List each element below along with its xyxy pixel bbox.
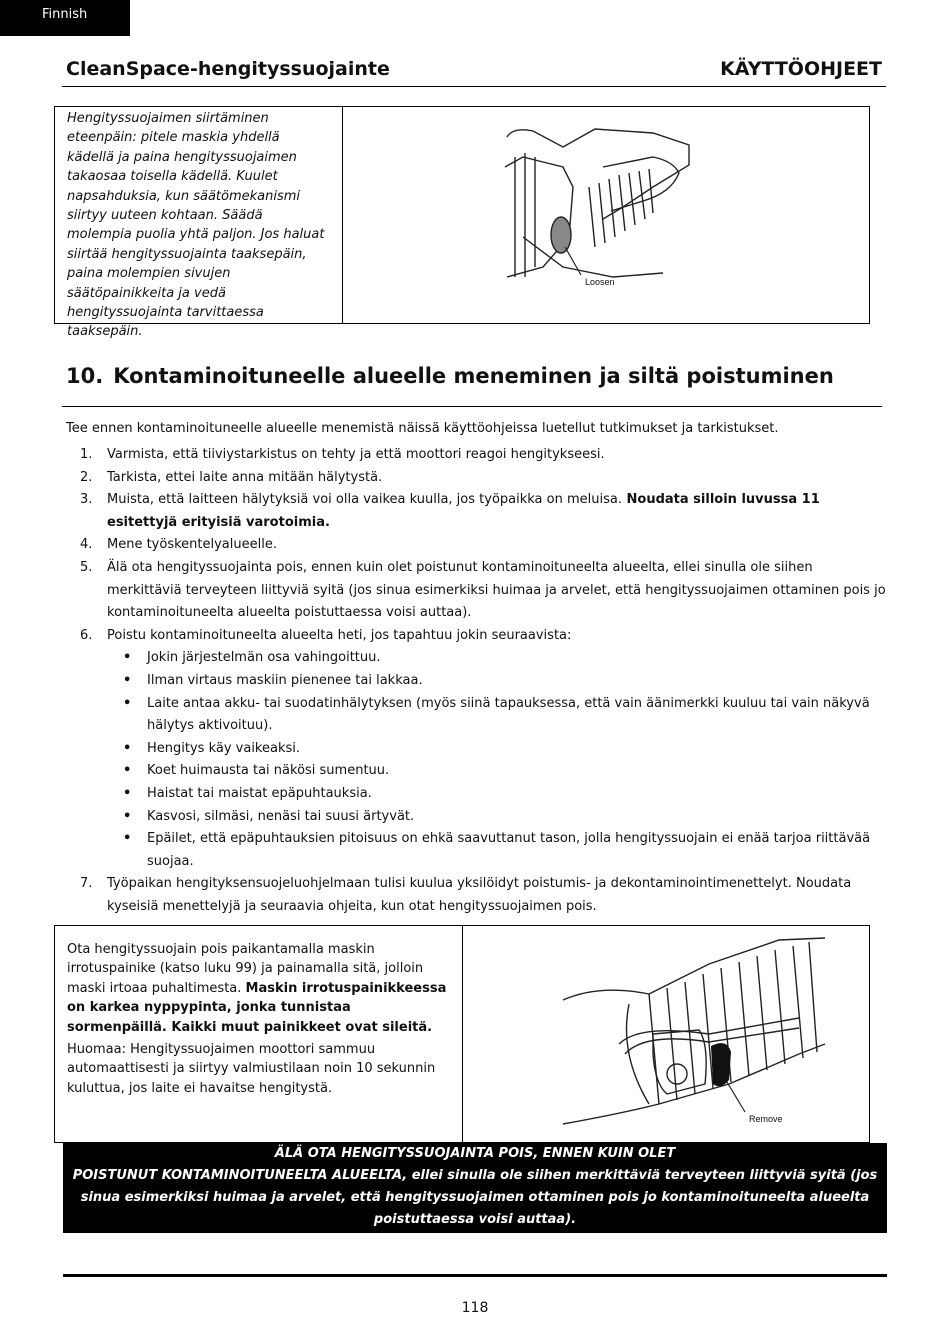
step-text: Muista, että laitteen hälytyksiä voi olla vaikea kuulla, jos työpaikka on meluisa. xyxy=(107,492,622,508)
document-type: KÄYTTÖOHJEET xyxy=(720,58,882,80)
removal-bold-text: Maskin irrotuspainikkeessa on karkea nyppypinta, jonka tunnistaa sormenpäillä. Kaikki muut painikkeet ovat sileitä. xyxy=(67,980,447,1035)
step-item xyxy=(66,489,886,534)
section-title: Kontaminoituneelle alueelle meneminen ja siltä poistuminen xyxy=(113,364,834,388)
respirator-loosen-illustration xyxy=(503,127,693,289)
step-bold-text: Noudata silloin luvussa 11 esitettyjä erityisiä varotoimia. xyxy=(107,492,820,530)
section-number: 10. xyxy=(66,364,104,388)
bullet-item: • Laite antaa akku- tai suodatinhälytyksen (myös siinä tapauksessa, että vain äänimerkki kuuluu tai vain näkyvä hälytys aktivoituu). xyxy=(107,693,886,738)
document-title: CleanSpace-hengityssuojainte xyxy=(66,58,390,80)
adjustment-instruction-box xyxy=(54,106,870,340)
procedure-steps xyxy=(66,444,886,918)
adjustment-text-cell xyxy=(55,107,343,340)
step-item xyxy=(66,625,886,874)
step-text: Työpaikan hengityksensuojeluohjelmaan tulisi kuulua yksilöidyt poistumis- ja dekontaminointimenettelyt. Noudata kyseisiä menettelyjä ja seuraavia ohjeita, kun otat hengityssuojaimen pois. xyxy=(107,876,852,914)
step-number: 1. xyxy=(80,447,93,462)
step-number: 2. xyxy=(80,469,93,485)
step-text: Älä ota hengityssuojainta pois, ennen kuin olet poistunut kontaminoituneelta alueelta, ellei sinulla ole siihen merkittäviä terveyteen liittyviä syitä (jos sinua esimerkiksi huimaa ja arvelet, että hengityssuojaimen ottaminen pois jo kontaminoituneelta alueelta poistuttaessa voisi auttaa). xyxy=(107,559,886,621)
bullet-item: • Epäilet, että epäpuhtauksien pitoisuus on ehkä saavuttanut tason, jolla hengityssuojain ei enää tarjoa riittävää suojaa. xyxy=(107,828,886,873)
section-heading xyxy=(66,364,834,388)
warning-banner xyxy=(63,1143,887,1233)
language-tab: Finnish xyxy=(0,0,130,36)
step-number: 6. xyxy=(80,627,93,643)
step-number: 4. xyxy=(80,537,93,553)
step-number: 7. xyxy=(80,876,93,892)
step-text: Tarkista, ettei laite anna mitään hälytystä. xyxy=(107,469,383,485)
page-number: 118 xyxy=(461,1300,489,1316)
bullet-item: • Ilman virtaus maskiin pienenee tai lakkaa. xyxy=(107,670,886,693)
removal-paragraph xyxy=(67,940,450,1037)
warning-line2: POISTUNUT KONTAMINOITUNEELTA ALUEELTA, ellei sinulla ole siihen merkittäviä terveyteen liittyviä syitä (jos sinua esimerkiksi huimaa ja arvelet, että hengityssuojaimen ottaminen pois jo kontaminoituneelta alueelta poistuttaessa voisi auttaa). xyxy=(72,1168,878,1227)
step-number: 3. xyxy=(80,492,93,508)
step-text: Mene työskentelyalueelle. xyxy=(107,537,277,553)
step-item xyxy=(66,534,886,557)
step-item xyxy=(66,873,886,918)
footer-rule xyxy=(63,1274,887,1277)
removal-note: Huomaa: Hengityssuojaimen moottori sammuu automaattisesti ja siirtyy valmiustilaan noin 10 sekunnin kuluttua, jos laite ei havaitse hengitystä. xyxy=(67,1042,436,1096)
bullet-item: • Koet huimausta tai näkösi sumentuu. xyxy=(107,760,886,783)
step-item xyxy=(66,467,886,490)
step-text: Poistu kontaminoituneelta alueelta heti, jos tapahtuu jokin seuraavista: xyxy=(107,627,572,643)
removal-text: Ota hengityssuojain pois paikantamalla maskin irrotuspainike (katso luku 99) ja painamalla sitä, jolloin maski irtoaa puhaltimesta. xyxy=(67,942,424,996)
removal-text-cell xyxy=(55,926,463,1142)
bullet-item: • Haistat tai maistat epäpuhtauksia. xyxy=(107,783,886,806)
bullet-item: • Jokin järjestelmän osa vahingoittuu. xyxy=(107,647,886,670)
bullet-item: • Hengitys käy vaikeaksi. xyxy=(107,738,886,761)
warning-line1: ÄLÄ OTA HENGITYSSUOJAINTA POIS, ENNEN KUIN OLET xyxy=(274,1146,676,1161)
remove-label: Remove xyxy=(749,1114,783,1124)
section-intro: Tee ennen kontaminoituneelle alueelle menemistä näissä käyttöohjeissa luetellut tutkimukset ja tarkistukset. xyxy=(66,421,779,436)
section-rule xyxy=(62,406,882,407)
step-number: 5. xyxy=(80,559,93,575)
respirator-remove-illustration xyxy=(559,934,829,1134)
exit-conditions-list xyxy=(107,647,886,873)
removal-instruction-box xyxy=(54,925,870,1143)
step-item xyxy=(66,557,886,625)
bullet-item: • Kasvosi, silmäsi, nenäsi tai suusi ärtyvät. xyxy=(107,806,886,829)
step-text: Varmista, että tiiviystarkistus on tehty ja että moottori reagoi hengitykseesi. xyxy=(107,447,605,462)
header-rule xyxy=(62,86,886,87)
loosen-label: Loosen xyxy=(585,277,615,287)
step-item xyxy=(66,444,886,467)
adjustment-text: Hengityssuojaimen siirtäminen eteenpäin: pitele maskia yhdellä kädellä ja paina hengityssuojaimen takaosaa toisella kädellä. Kuulet napsahduksia, kun säätömekanismi siirtyy uuteen kohtaan. Säädä molempia puolia yhtä paljon. Jos haluat siirtää hengityssuojainta taaksepäin, paina molempien sivujen säätöpainikkeita ja vedä hengityssuojainta tarvittaessa taaksepäin. xyxy=(67,111,325,340)
